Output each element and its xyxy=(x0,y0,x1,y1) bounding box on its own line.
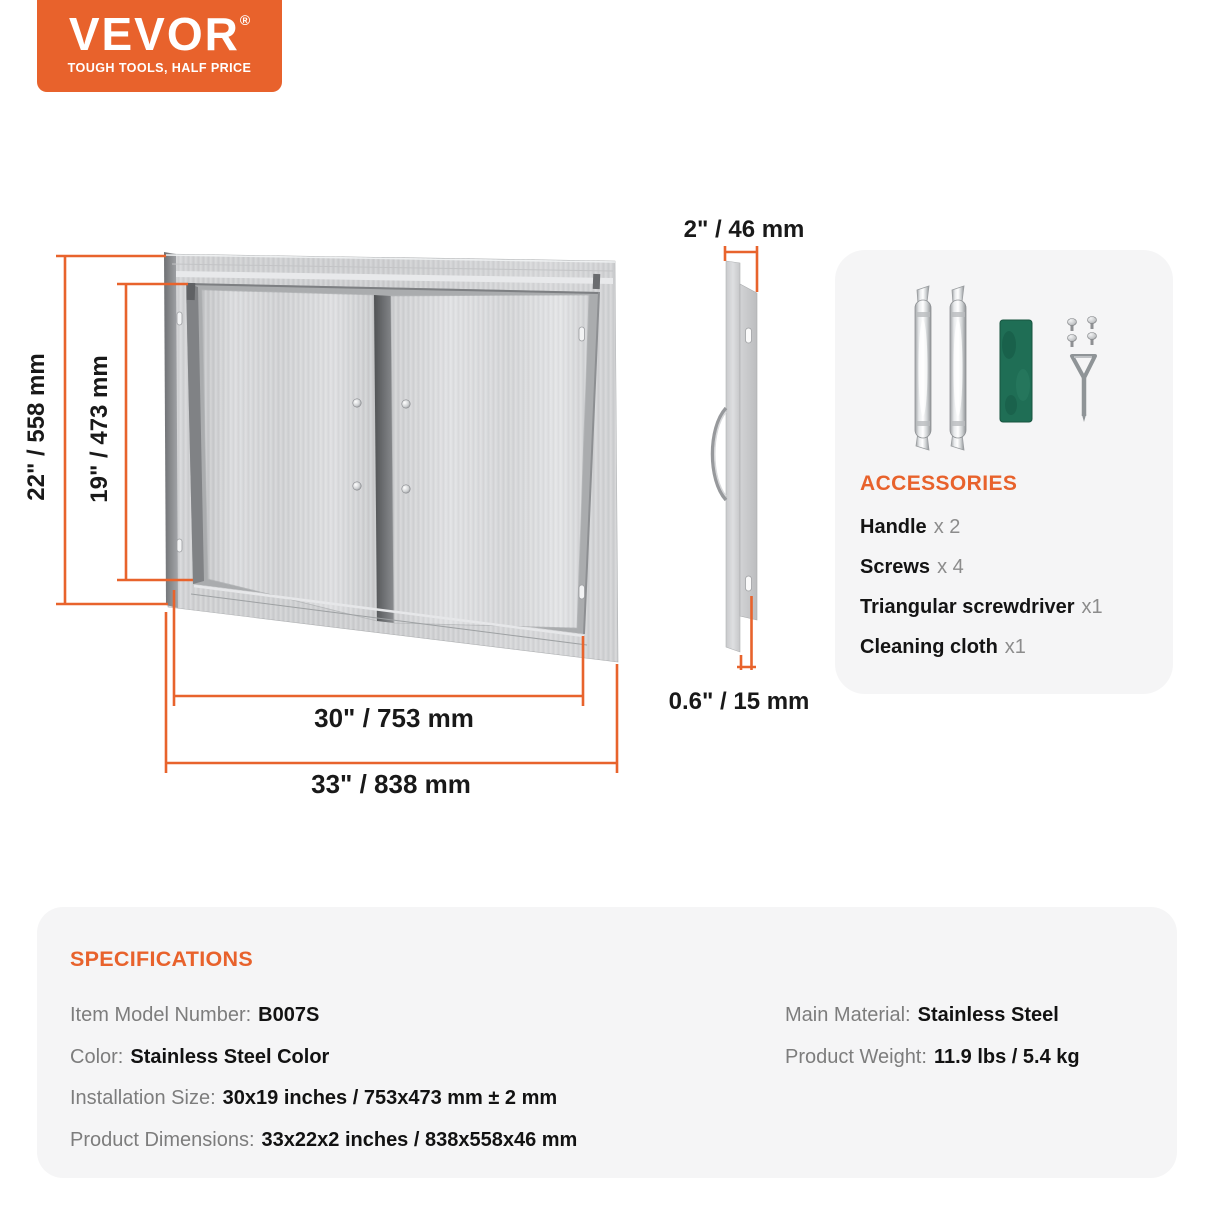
door-front-view xyxy=(164,252,618,662)
spec-label: Color: xyxy=(70,1045,124,1068)
accessory-item xyxy=(860,627,1155,667)
logo-brand: VEVOR xyxy=(68,8,240,60)
spec-row-installation-size xyxy=(70,1078,577,1120)
registered-mark: ® xyxy=(239,12,251,28)
handle-icon xyxy=(915,286,931,450)
specifications-right-column xyxy=(785,995,1080,1078)
panel-rivet xyxy=(402,400,410,408)
handle-icon xyxy=(950,286,966,450)
spec-label: Main Material: xyxy=(785,1004,911,1026)
accessories-card xyxy=(835,250,1173,694)
spec-value: 11.9 lbs / 5.4 kg xyxy=(933,1045,1080,1068)
triangular-screwdriver-icon xyxy=(1072,356,1095,422)
accessories-title: ACCESSORIES xyxy=(860,472,1018,495)
spec-row-product-dimensions xyxy=(70,1120,577,1162)
accessories-text xyxy=(860,470,1155,667)
spec-value: 30x19 inches / 753x473 mm ± 2 mm xyxy=(222,1087,558,1109)
flange-slot xyxy=(746,328,752,343)
accessory-name: Triangular screwdriver xyxy=(860,596,1075,618)
door-panel-left-texture xyxy=(202,290,377,621)
door-side-view xyxy=(713,261,758,652)
specifications-title: SPECIFICATIONS xyxy=(70,947,253,971)
accessory-name: Screws xyxy=(860,556,931,578)
dim-depth-label: 2" / 46 mm xyxy=(683,216,805,243)
accessory-item xyxy=(860,587,1155,627)
frame-slot xyxy=(579,585,585,599)
spec-value: Stainless Steel xyxy=(917,1004,1059,1026)
cleaning-cloth-icon xyxy=(1000,320,1032,422)
spec-label: Product Weight: xyxy=(785,1045,927,1068)
accessory-item xyxy=(860,547,1155,587)
frame-slot xyxy=(177,312,182,325)
specifications-left-column xyxy=(70,995,577,1161)
specifications-card xyxy=(37,907,1177,1178)
accessory-name: Cleaning cloth xyxy=(860,636,998,658)
spec-value: B007S xyxy=(258,1004,320,1026)
dim-width-inner-label: 30" / 753 mm xyxy=(314,703,474,733)
panel-rivet xyxy=(353,399,361,407)
spec-label: Installation Size: xyxy=(70,1087,216,1109)
accessory-qty: x 4 xyxy=(937,556,964,578)
door-left-side-face xyxy=(164,252,178,608)
accessory-name: Handle xyxy=(860,516,927,538)
flange-slot xyxy=(746,576,752,591)
side-front-face xyxy=(726,261,740,652)
accessories-icons xyxy=(835,250,1173,470)
dim-height-inner-label: 19" / 473 mm xyxy=(86,355,113,503)
accessory-qty: x1 xyxy=(1081,596,1103,618)
spec-row-material xyxy=(785,995,1080,1037)
spec-row-model xyxy=(70,995,577,1037)
spec-row-weight xyxy=(785,1037,1080,1079)
door-panel-right-texture xyxy=(391,295,589,628)
spec-label: Item Model Number: xyxy=(70,1004,252,1026)
door-hinge xyxy=(187,283,196,300)
dim-flange-label: 0.6" / 15 mm xyxy=(668,688,810,715)
logo-tagline: TOUGH TOOLS, HALF PRICE xyxy=(67,61,252,75)
spec-row-color xyxy=(70,1037,577,1079)
spec-label: Product Dimensions: xyxy=(70,1128,255,1151)
panel-rivet xyxy=(402,485,410,493)
frame-slot xyxy=(579,327,585,341)
spec-value: 33x22x2 inches / 838x558x46 mm xyxy=(261,1128,578,1151)
spec-value: Stainless Steel Color xyxy=(130,1045,330,1068)
frame-slot xyxy=(177,539,182,552)
accessory-qty: x 2 xyxy=(933,516,961,538)
panel-rivet xyxy=(353,482,361,490)
accessory-qty: x1 xyxy=(1004,636,1026,658)
door-center-gap xyxy=(374,295,394,623)
accessory-item xyxy=(860,507,1155,547)
dim-width-outer-label: 33" / 838 mm xyxy=(311,769,471,799)
screws-icon xyxy=(1068,317,1097,348)
dim-height-outer-label: 22" / 558 mm xyxy=(23,353,50,501)
door-hinge xyxy=(593,274,601,289)
